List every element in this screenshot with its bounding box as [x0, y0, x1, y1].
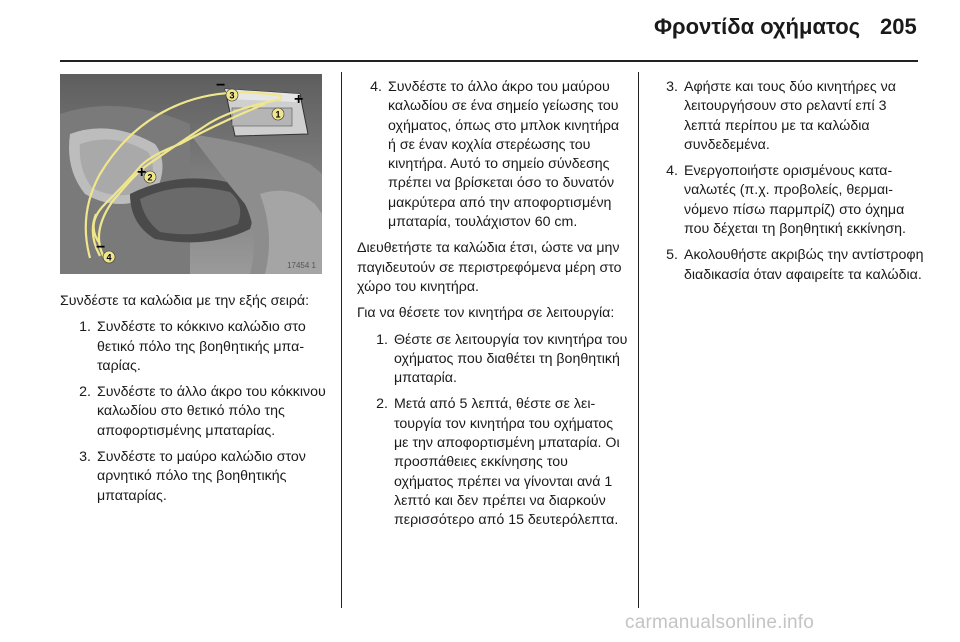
watermark: carmanualsonline.info [625, 612, 815, 633]
list-number: 4. [370, 79, 382, 95]
list-text: Συνδέστε το άλλο άκρο του μαύρου καλωδίου σε ένα σημείο γείωσης του οχήματος, όπως στο μπλοκ κινητήρα ή σε έναν κοχλία στερέωσης του κινητήρα. Αυτό το σημείο σύνδεσης πρέπει να βρίσκεται όσο το δυνατόν μακρύτερα από την αποφορτισμένη μπαταρία, τουλάχιστον 60 cm. [388, 79, 620, 231]
plus-sign-1: + [294, 91, 304, 108]
list-number: 3. [79, 449, 91, 466]
list-number: 2. [79, 384, 91, 401]
list-number: 1. [376, 331, 388, 348]
list-number: 1. [79, 319, 91, 336]
list-item [66, 318, 330, 376]
list-item [363, 331, 629, 389]
list-item [357, 78, 629, 232]
column-separator [638, 72, 639, 608]
start-engine-heading: Για να θέσετε τον κινητήρα σε λειτουργία: [357, 305, 615, 322]
figure-code: 17454 1 [287, 261, 316, 270]
column-separator [341, 72, 342, 608]
page-title: Φροντίδα οχήματος [654, 14, 861, 39]
list-text: Αφήστε και τους δύο κινητήρες να λειτουργήσουν στο ρελαντί επί 3 λεπτά περίπου με τα καλώδια συνδεδεμένα. [684, 79, 896, 153]
callout-2: 2 [147, 172, 153, 183]
list-text: Συνδέστε το άλλο άκρο του κόκκινου καλωδίου στο θετικό πόλο της αποφορτισμένης μπαταρίας. [97, 384, 326, 439]
minus-sign-1: − [216, 77, 226, 94]
column-1 [60, 292, 330, 513]
callout-4: 4 [106, 252, 112, 263]
list-item [66, 383, 330, 441]
list-number: 4. [666, 163, 678, 180]
column-2 [357, 78, 629, 538]
list-text: Μετά από 5 λεπτά, θέστε σε λειτουργία τον κινητήρα του οχήματος με την αποφορτισμένη μπαταρία. Οι προσπάθειες εκκίνησης του οχήματος πρέπει να γίνονται ανά 1 λεπτό και δεν πρέπει να διαρκούν περισσότερο από 15 δευτερόλεπτα. [394, 396, 620, 529]
page-number: 205 [880, 14, 917, 39]
header-rule [60, 60, 918, 62]
jump-start-illustration [60, 74, 322, 274]
list-number: 5. [666, 247, 678, 264]
list-text: Συνδέστε το κόκκινο καλώδιο στο θετικό πόλο της βοηθητικής μπαταρίας. [97, 319, 306, 374]
intro-paragraph: Συνδέστε τα καλώδια με την εξής σειρά: [60, 293, 310, 309]
list-item [66, 448, 330, 506]
list-item [653, 162, 925, 239]
list-number: 2. [376, 396, 388, 413]
plus-sign-2: + [137, 164, 147, 181]
list-item [653, 78, 925, 155]
column-3 [653, 78, 925, 292]
engine-bay-drawing [60, 74, 322, 274]
callout-1: 1 [275, 109, 281, 120]
cable-routing-paragraph: Διευθετήστε τα καλώδια έτσι, ώστε να μην παγιδευτούν σε περιστρεφόμενα μέρη στο χώρο του κινητήρα. [357, 240, 622, 295]
list-text: Συνδέστε το μαύρο καλώδιο στον αρνητικό πόλο της βοηθητικής μπαταρίας. [97, 449, 306, 504]
list-item [653, 246, 925, 285]
list-text: Θέστε σε λειτουργία τον κινητήρα του οχήματος που διαθέτει τη βοηθητική μπαταρία. [394, 331, 628, 387]
list-number: 3. [666, 79, 678, 95]
callout-3: 3 [229, 90, 235, 101]
list-text: Ακολουθήστε ακριβώς την αντίστροφη διαδικασία όταν αφαιρείτε τα καλώδια. [684, 247, 924, 283]
minus-sign-2: − [96, 239, 106, 256]
list-item [363, 395, 629, 530]
list-text: Ενεργοποιήστε ορισμένους καταναλωτές (π.χ. προβολείς, θερμαινόμενο πίσω παρμπρίζ) στο όχημα που δέχεται τη βοηθητική εκκίνηση. [684, 163, 906, 238]
